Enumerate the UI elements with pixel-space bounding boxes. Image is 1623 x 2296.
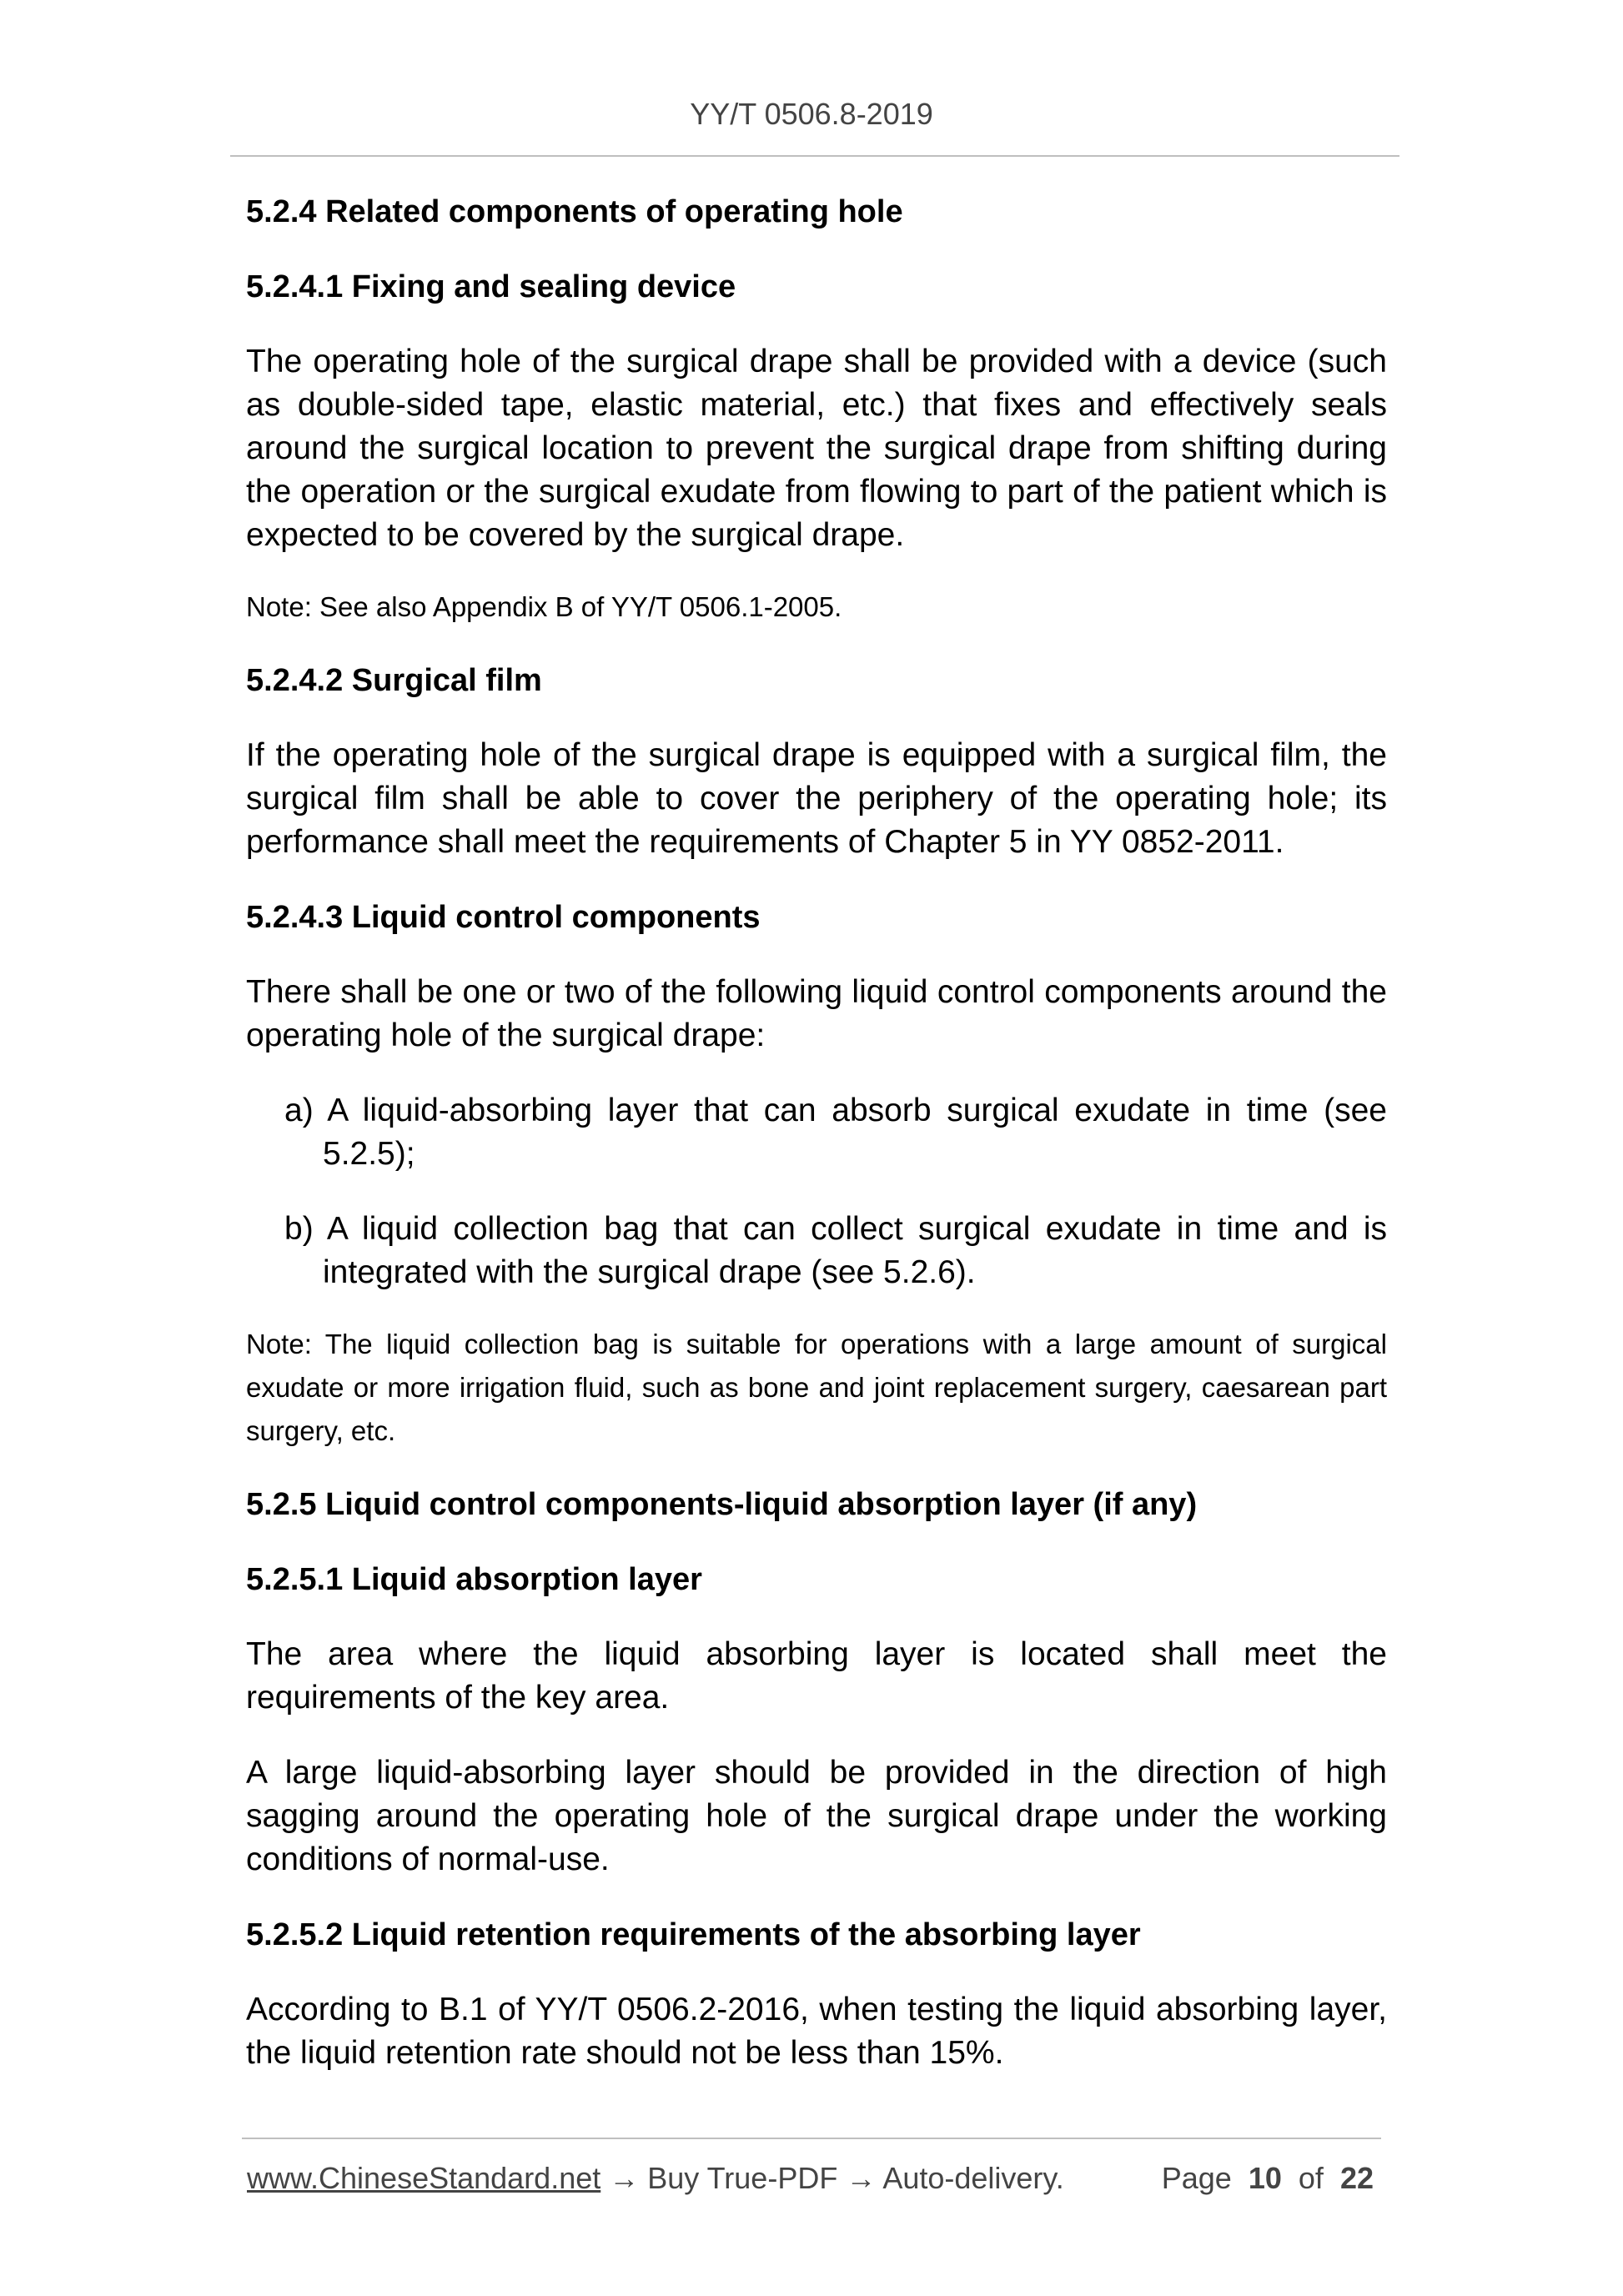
website-link[interactable]: www.ChineseStandard.net: [247, 2161, 601, 2195]
list-item-a: a) A liquid-absorbing layer that can absorb surgical exudate in time (see 5.2.5);: [284, 1093, 1387, 1172]
page-header: YY/T 0506.8-2019: [690, 97, 933, 131]
paragraph-5-2-5-1-a: The area where the liquid absorbing layer is located shall meet the requirements of the key area.: [246, 1636, 1387, 1716]
heading-5-2-4-3: 5.2.4.3 Liquid control components: [246, 900, 761, 935]
heading-5-2-5-1: 5.2.5.1 Liquid absorption layer: [246, 1562, 702, 1597]
heading-5-2-4-1: 5.2.4.1 Fixing and sealing device: [246, 269, 736, 304]
note-5-2-4-1: Note: See also Appendix B of YY/T 0506.1-2005.: [246, 591, 842, 622]
footer-promo-text: → Buy True-PDF → Auto-delivery.: [600, 2161, 1064, 2195]
paragraph-5-2-5-2: According to B.1 of YY/T 0506.2-2016, when testing the liquid absorbing layer, the liquid retention rate should not be less than 15%.: [246, 1992, 1387, 2071]
paragraph-5-2-5-1-b: A large liquid-absorbing layer should be provided in the direction of high sagging around the operating hole of the surgical drape under the working conditions of normal-use.: [246, 1755, 1387, 1877]
header-divider: [230, 155, 1399, 157]
total-pages: 22: [1339, 2161, 1374, 2195]
of-word: of: [1298, 2161, 1324, 2195]
paragraph-5-2-4-1: The operating hole of the surgical drape shall be provided with a device (such as double-sided tape, elastic material, etc.) that fixes and effectively seals around the surgical location to prevent the surgical drape from shifting during the operation or the surgical exudate from flowing to part of the patient which is expected to be covered by the surgical drape.: [246, 344, 1387, 553]
heading-5-2-5: 5.2.5 Liquid control components-liquid absorption layer (if any): [246, 1487, 1198, 1522]
paragraph-5-2-4-2: If the operating hole of the surgical drape is equipped with a surgical film, the surgical film shall be able to cover the periphery of the operating hole; its performance shall meet the requirements of Chapter 5 in YY 0852-2011.: [246, 737, 1387, 860]
heading-5-2-4-2: 5.2.4.2 Surgical film: [246, 663, 542, 698]
heading-5-2-5-2: 5.2.5.2 Liquid retention requirements of the absorbing layer: [246, 1917, 1141, 1952]
paragraph-5-2-4-3: There shall be one or two of the following liquid control components around the operating hole of the surgical drape:: [246, 974, 1387, 1053]
footer-divider: [242, 2138, 1381, 2139]
document-body: [246, 190, 1387, 2075]
page-word: Page: [1161, 2161, 1232, 2195]
page-number: [1162, 2158, 1374, 2198]
note-5-2-4-3: Note: The liquid collection bag is suitable for operations with a large amount of surgical exudate or more irrigation fluid, such as bone and joint replacement surgery, caesarean part surgery, etc.: [246, 1329, 1387, 1446]
heading-5-2-4: 5.2.4 Related components of operating hole: [246, 194, 903, 229]
list-item-b: b) A liquid collection bag that can collect surgical exudate in time and is integrated with the surgical drape (see 5.2.6).: [284, 1211, 1387, 1290]
footer-promo: [247, 2158, 1064, 2198]
current-page: 10: [1248, 2161, 1282, 2195]
